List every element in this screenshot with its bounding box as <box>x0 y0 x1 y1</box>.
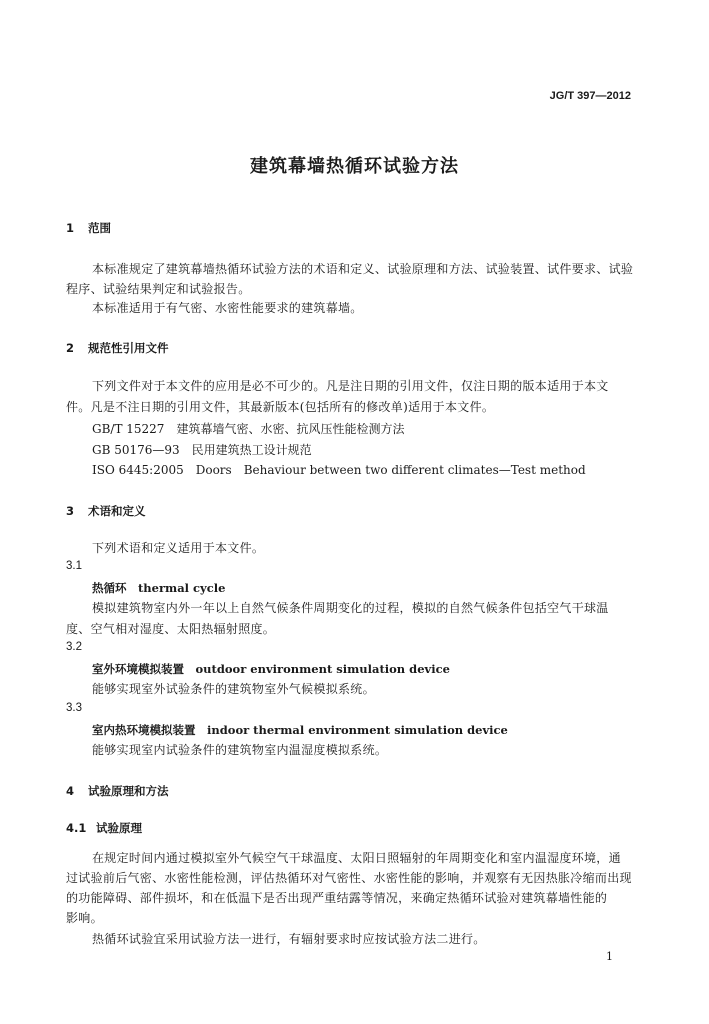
section-title: 试验原理和方法 <box>88 784 169 798</box>
section-4-heading <box>66 783 169 799</box>
section-2-heading <box>66 340 169 356</box>
section-title: 范围 <box>88 221 111 235</box>
subsection-number: 4.1 <box>66 821 87 835</box>
reference-item: GB 50176—93 民用建筑热工设计规范 <box>92 443 312 457</box>
reference-item: GB/T 15227 建筑幕墙气密、水密、抗风压性能检测方法 <box>92 422 405 436</box>
subsection-title: 试验原理 <box>96 821 142 835</box>
term-heading: 室外环境模拟装置 outdoor environment simulation device <box>92 662 450 676</box>
term-heading: 室内热环境模拟装置 indoor thermal environment simulation device <box>92 723 508 737</box>
term-number: 3.1 <box>66 560 82 572</box>
paragraph-line: 本标准规定了建筑幕墙热循环试验方法的术语和定义、试验原理和方法、试验装置、试件要求、试验 <box>92 262 634 276</box>
term-definition: 能够实现室外试验条件的建筑物室外气候模拟系统。 <box>92 682 375 696</box>
section-number: 2 <box>66 341 75 355</box>
page-number: 1 <box>606 950 613 963</box>
section-number: 1 <box>66 221 75 235</box>
paragraph-line: 下列术语和定义适用于本文件。 <box>92 541 265 555</box>
paragraph-line: 在规定时间内通过模拟室外气候空气干球温度、太阳日照辐射的年周期变化和室内温湿度环境，通 <box>92 851 621 865</box>
section-3-heading <box>66 503 146 519</box>
section-number: 4 <box>66 784 75 798</box>
paragraph-line: 热循环试验宜采用试验方法一进行，有辐射要求时应按试验方法二进行。 <box>92 932 486 946</box>
document-title: 建筑幕墙热循环试验方法 <box>250 156 459 177</box>
paragraph-line: 下列文件对于本文件的应用是必不可少的。凡是注日期的引用文件，仅注日期的版本适用于本文 <box>92 379 609 393</box>
subsection-4-1-heading <box>66 820 142 836</box>
reference-item: ISO 6445:2005 Doors Behaviour between two different climates—Test method <box>92 463 586 477</box>
paragraph-line: 本标准适用于有气密、水密性能要求的建筑幕墙。 <box>92 301 363 315</box>
paragraph-line: 的功能障碍、部件损坏，和在低温下是否出现严重结露等情况，来确定热循环试验对建筑幕墙性能的 <box>66 891 608 905</box>
section-1-heading <box>66 220 111 236</box>
paragraph-line: 影响。 <box>66 911 103 925</box>
section-title: 术语和定义 <box>88 504 146 518</box>
section-title: 规范性引用文件 <box>88 341 169 355</box>
section-number: 3 <box>66 504 75 518</box>
standard-number: JG/T 397—2012 <box>549 90 631 102</box>
term-definition: 度、空气相对湿度、太阳热辐射照度。 <box>66 622 276 636</box>
paragraph-line: 程序、试验结果判定和试验报告。 <box>66 282 251 296</box>
term-definition: 能够实现室内试验条件的建筑物室内温湿度模拟系统。 <box>92 743 388 757</box>
term-number: 3.3 <box>66 702 82 714</box>
term-number: 3.2 <box>66 641 82 653</box>
term-definition: 模拟建筑物室内外一年以上自然气候条件周期变化的过程，模拟的自然气候条件包括空气干球温 <box>92 601 609 615</box>
paragraph-line: 件。凡是不注日期的引用文件，其最新版本(包括所有的修改单)适用于本文件。 <box>66 400 495 414</box>
term-heading: 热循环 thermal cycle <box>92 581 226 595</box>
paragraph-line: 过试验前后气密、水密性能检测，评估热循环对气密性、水密性能的影响，并观察有无因热胀冷缩而出现 <box>66 871 632 885</box>
